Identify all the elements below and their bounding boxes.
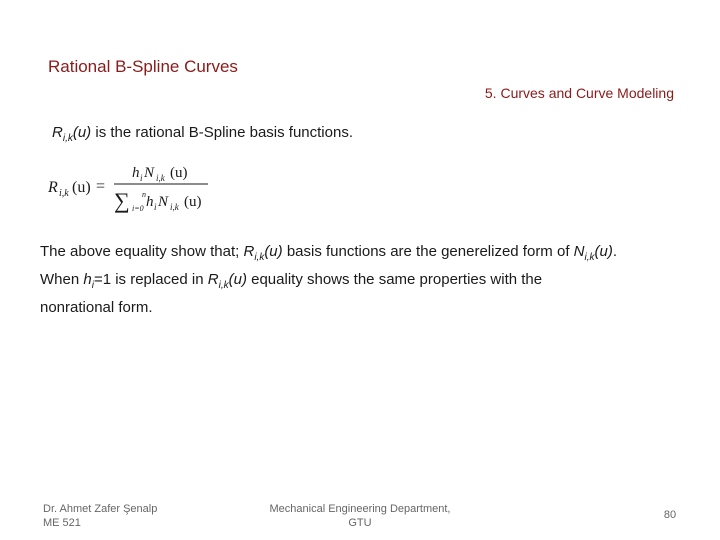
formula-equals: =	[96, 178, 106, 195]
para-text-7: nonrational form.	[40, 299, 153, 316]
para-n-sub: i,k	[584, 252, 595, 263]
para-r2-sub: i,k	[218, 280, 229, 291]
intro-subscript: i,k	[62, 133, 73, 144]
section-heading: 5. Curves and Curve Modeling	[484, 85, 674, 101]
explanation-paragraph	[40, 241, 690, 319]
formula-num-basis: N	[144, 165, 155, 181]
formula-num-weight: h	[132, 165, 140, 181]
footer-department-block	[262, 502, 458, 530]
footer-author-block	[43, 502, 157, 530]
para-n-arg: (u)	[594, 243, 613, 260]
formula-lhs-arg: (u)	[72, 179, 91, 196]
para-text-5: =1 is replaced in	[93, 271, 208, 288]
para-r2-arg: (u)	[228, 271, 247, 288]
formula-den-basis: N	[158, 194, 169, 210]
rational-basis-formula	[46, 160, 216, 215]
formula-sum-upper: n	[142, 190, 146, 199]
formula-sum-symbol: ∑	[114, 188, 130, 213]
para-h-symbol: h	[83, 271, 92, 288]
intro-text: is the rational B-Spline basis functions.	[91, 124, 353, 141]
formula-den-basis-sub: i,k	[170, 202, 179, 212]
formula-den-arg: (u)	[184, 194, 202, 210]
formula-sum-lower: i=0	[132, 204, 144, 213]
formula-lhs-sub: i,k	[59, 188, 69, 199]
intro-symbol: R	[52, 124, 63, 141]
para-r-sub: i,k	[254, 252, 265, 263]
slide-title: Rational B-Spline Curves	[48, 57, 238, 76]
formula-den-weight-sub: i	[154, 202, 157, 212]
footer-course: ME 521	[43, 517, 81, 529]
para-text-1: The above equality show that;	[40, 243, 244, 260]
para-r2-symbol: R	[207, 271, 219, 288]
footer-dept-line1: Mechanical Engineering Department,	[269, 503, 451, 515]
footer-author: Dr. Ahmet Zafer Şenalp	[43, 503, 158, 515]
formula-num-weight-sub: i	[140, 173, 143, 183]
formula-den-weight: h	[146, 194, 154, 210]
para-text-6: equality shows the same properties with the	[246, 271, 543, 288]
para-text-3: .	[612, 243, 618, 260]
para-r-arg: (u)	[264, 243, 283, 260]
formula-num-basis-sub: i,k	[156, 173, 165, 183]
formula-lhs-name: R	[48, 179, 58, 196]
para-text-4: When	[40, 271, 84, 288]
footer-dept-line2: GTU	[348, 517, 372, 529]
para-n-symbol: N	[573, 243, 585, 260]
page-number: 80	[663, 509, 677, 521]
intro-line	[52, 124, 353, 144]
intro-arg: (u)	[72, 124, 92, 141]
para-h-sub: i	[91, 280, 94, 291]
formula-num-arg: (u)	[170, 165, 188, 181]
para-text-2: basis functions are the generelized form of	[282, 243, 574, 260]
para-r-symbol: R	[243, 243, 255, 260]
